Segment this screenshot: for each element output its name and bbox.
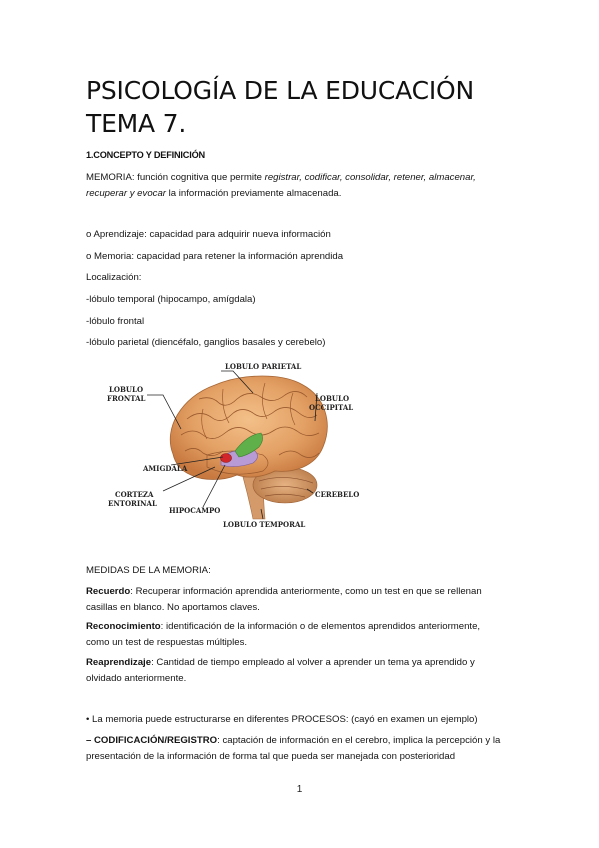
- title-line-1: PSICOLOGÍA DE LA EDUCACIÓN: [86, 76, 474, 105]
- procesos-line: • La memoria puede estructurarse en diferentes PROCESOS: (cayó en examen un ejemplo): [86, 714, 478, 725]
- medidas-heading: MEDIDAS DE LA MEMORIA:: [86, 565, 211, 576]
- label-frontal-2: FRONTAL: [107, 394, 146, 403]
- memoria-line: o Memoria: capacidad para retener la información aprendida: [86, 251, 344, 262]
- memoria-lead: MEMORIA: función cognitiva que permite: [86, 172, 265, 183]
- memoria-italic-2: recuperar y evocar: [86, 188, 166, 199]
- page-number: 1: [296, 784, 303, 795]
- reaprendizaje-text-2: olvidado anteriormente.: [86, 673, 187, 684]
- memoria-italic: registrar, codificar, consolidar, retener, almacenar,: [264, 172, 476, 183]
- label-occipital-2: OCCIPITAL: [309, 403, 354, 412]
- label-parietal: LOBULO PARIETAL: [225, 362, 302, 371]
- amygdala-shape: [221, 454, 232, 463]
- brain-diagram: [103, 359, 369, 532]
- loc-item-1: -lóbulo temporal (hipocampo, amígdala): [86, 294, 256, 305]
- reconocimiento-text-1: : identificación de la información o de elementos aprendidos anteriormente,: [160, 621, 481, 632]
- codificacion-text-1: : captación de información en el cerebro, implica la percepción y la: [217, 735, 501, 746]
- reconocimiento-term: Reconocimiento: [86, 621, 161, 632]
- codificacion-term: – CODIFICACIÓN/REGISTRO: [86, 735, 218, 746]
- label-corteza-1: CORTEZA: [115, 490, 154, 499]
- reaprendizaje-paragraph: [86, 655, 516, 687]
- label-amigdala: AMIGDALA: [143, 464, 188, 473]
- label-temporal: LOBULO TEMPORAL: [223, 520, 306, 529]
- recuerdo-text-1: : Recuperar información aprendida anteriormente, como un test en que se rellenan: [130, 586, 482, 597]
- reaprendizaje-text-1: : Cantidad de tiempo empleado al volver a aprender un tema ya aprendido y: [151, 657, 475, 668]
- reconocimiento-paragraph: [86, 619, 516, 651]
- recuerdo-paragraph: [86, 584, 516, 616]
- label-cerebelo: CEREBELO: [315, 490, 360, 499]
- aprendizaje-line: o Aprendizaje: capacidad para adquirir nueva información: [86, 229, 331, 240]
- reconocimiento-text-2: como un test de respuestas múltiples.: [86, 637, 248, 648]
- recuerdo-term: Recuerdo: [86, 586, 131, 597]
- label-corteza-2: ENTORINAL: [108, 499, 157, 508]
- title-line-2: TEMA 7.: [86, 109, 187, 138]
- section-heading: 1.CONCEPTO Y DEFINICIÓN: [86, 150, 205, 160]
- localizacion-label: Localización:: [86, 272, 142, 283]
- loc-item-3: -lóbulo parietal (diencéfalo, ganglios basales y cerebelo): [86, 337, 326, 348]
- label-hipocampo: HIPOCAMPO: [169, 506, 221, 515]
- recuerdo-text-2: casillas en blanco. No aportamos claves.: [86, 602, 260, 613]
- codificacion-paragraph: [86, 733, 516, 765]
- memoria-rest: la información previamente almacenada.: [165, 188, 342, 199]
- loc-item-2: -lóbulo frontal: [86, 316, 145, 327]
- reaprendizaje-term: Reaprendizaje: [86, 657, 152, 668]
- document-title: [86, 74, 474, 140]
- memoria-definition: [86, 170, 516, 202]
- label-frontal-1: LOBULO: [109, 385, 144, 394]
- label-occipital-1: LOBULO: [315, 394, 350, 403]
- codificacion-text-2: presentación de la información de forma tal que pueda ser manejada con posterioridad: [86, 751, 456, 762]
